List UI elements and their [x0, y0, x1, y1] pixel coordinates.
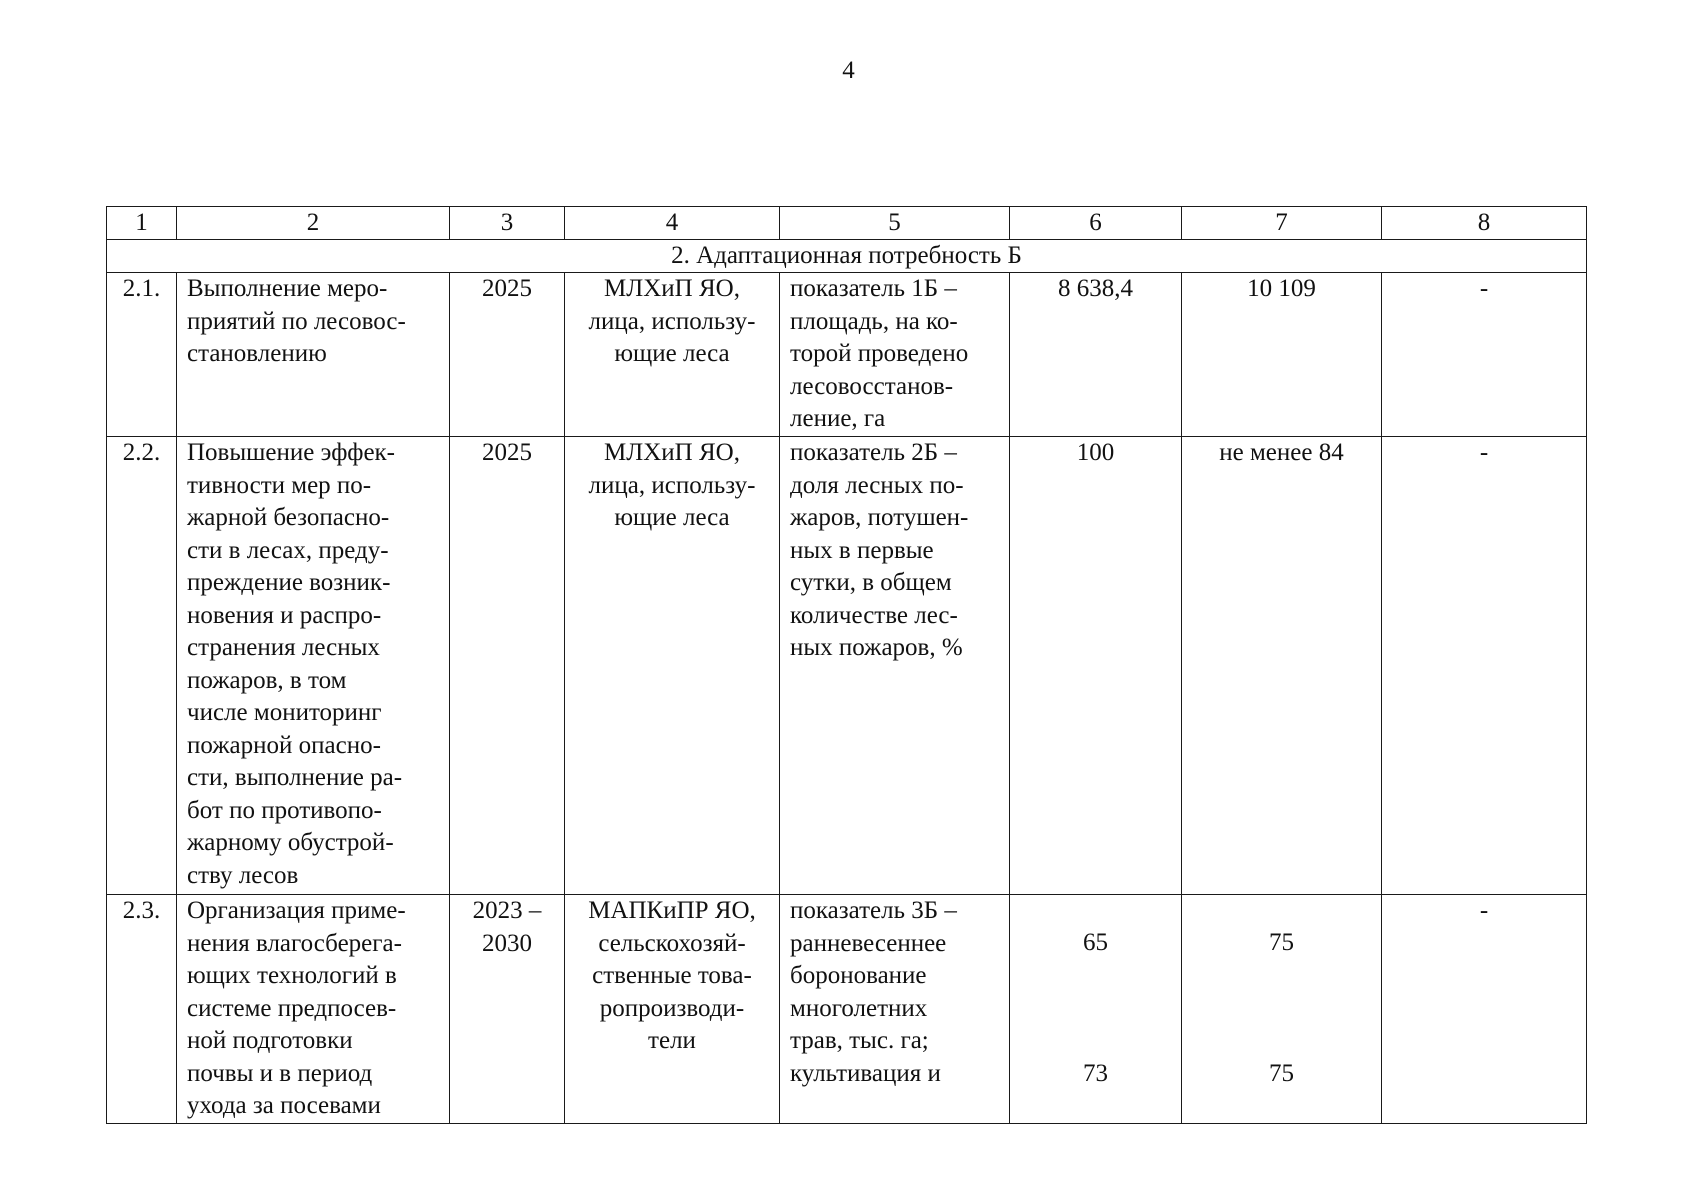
period-cell: 2025: [450, 273, 565, 437]
measure-cell: Организация приме- нения влагосберега- ющих технологий в системе предпосев- ной подготовки почвы и в период ухода за посевами: [177, 895, 450, 1124]
base-value-1: 65: [1083, 929, 1108, 956]
base-value-cell: 8 638,4: [1010, 273, 1182, 437]
table-row: [107, 895, 1587, 1124]
indicator-cell: показатель 1Б – площадь, на ко- торой проведено лесовосстанов- ление, га: [780, 273, 1010, 437]
column-number-row: [107, 207, 1587, 240]
period-cell: 2023 – 2030: [450, 895, 565, 1124]
note-cell: -: [1382, 437, 1587, 895]
indicator-cell: показатель 3Б – ранневесеннее боронование многолетних трав, тыс. га; культивация и: [780, 895, 1010, 1124]
row-number: 2.2.: [107, 437, 177, 895]
target-value-cell: 10 109: [1182, 273, 1382, 437]
note-cell: -: [1382, 273, 1587, 437]
target-value-1: 75: [1269, 929, 1294, 956]
executors-cell: МЛХиП ЯО, лица, использу- ющие леса: [565, 273, 780, 437]
column-header: 5: [780, 207, 1010, 240]
period-cell: 2025: [450, 437, 565, 895]
measure-cell: Повышение эффек- тивности мер по- жарной безопасно- сти в лесах, преду- преждение возник- новения и распро- странения лесных пожаров, в том числе мониторинг пожарной опасно- сти, выполнение ра- бот по противопо- жарному обустрой- ству лесов: [177, 437, 450, 895]
column-header: 4: [565, 207, 780, 240]
target-value-cell: не менее 84: [1182, 437, 1382, 895]
base-value-cell: [1010, 895, 1182, 1124]
section-title: 2. Адаптационная потребность Б: [107, 240, 1587, 273]
executors-cell: МЛХиП ЯО, лица, использу- ющие леса: [565, 437, 780, 895]
target-value-cell: [1182, 895, 1382, 1124]
section-row: [107, 240, 1587, 273]
measure-cell: Выполнение меро- приятий по лесовос- становлению: [177, 273, 450, 437]
note-cell: -: [1382, 895, 1587, 1124]
column-header: 3: [450, 207, 565, 240]
page-number: 4: [842, 57, 855, 84]
measures-table: [106, 206, 1587, 1124]
base-value-cell: 100: [1010, 437, 1182, 895]
column-header: 7: [1182, 207, 1382, 240]
row-number: 2.3.: [107, 895, 177, 1124]
indicator-cell: показатель 2Б – доля лесных по- жаров, потушен- ных в первые сутки, в общем количестве лес- ных пожаров, %: [780, 437, 1010, 895]
column-header: 2: [177, 207, 450, 240]
executors-cell: МАПКиПР ЯО, сельскохозяй- ственные това- ропроизводи- тели: [565, 895, 780, 1124]
target-value-2: 75: [1269, 1059, 1294, 1087]
table-row: [107, 437, 1587, 895]
column-header: 8: [1382, 207, 1587, 240]
base-value-2: 73: [1083, 1059, 1108, 1087]
row-number: 2.1.: [107, 273, 177, 437]
column-header: 1: [107, 207, 177, 240]
table-row: [107, 273, 1587, 437]
column-header: 6: [1010, 207, 1182, 240]
